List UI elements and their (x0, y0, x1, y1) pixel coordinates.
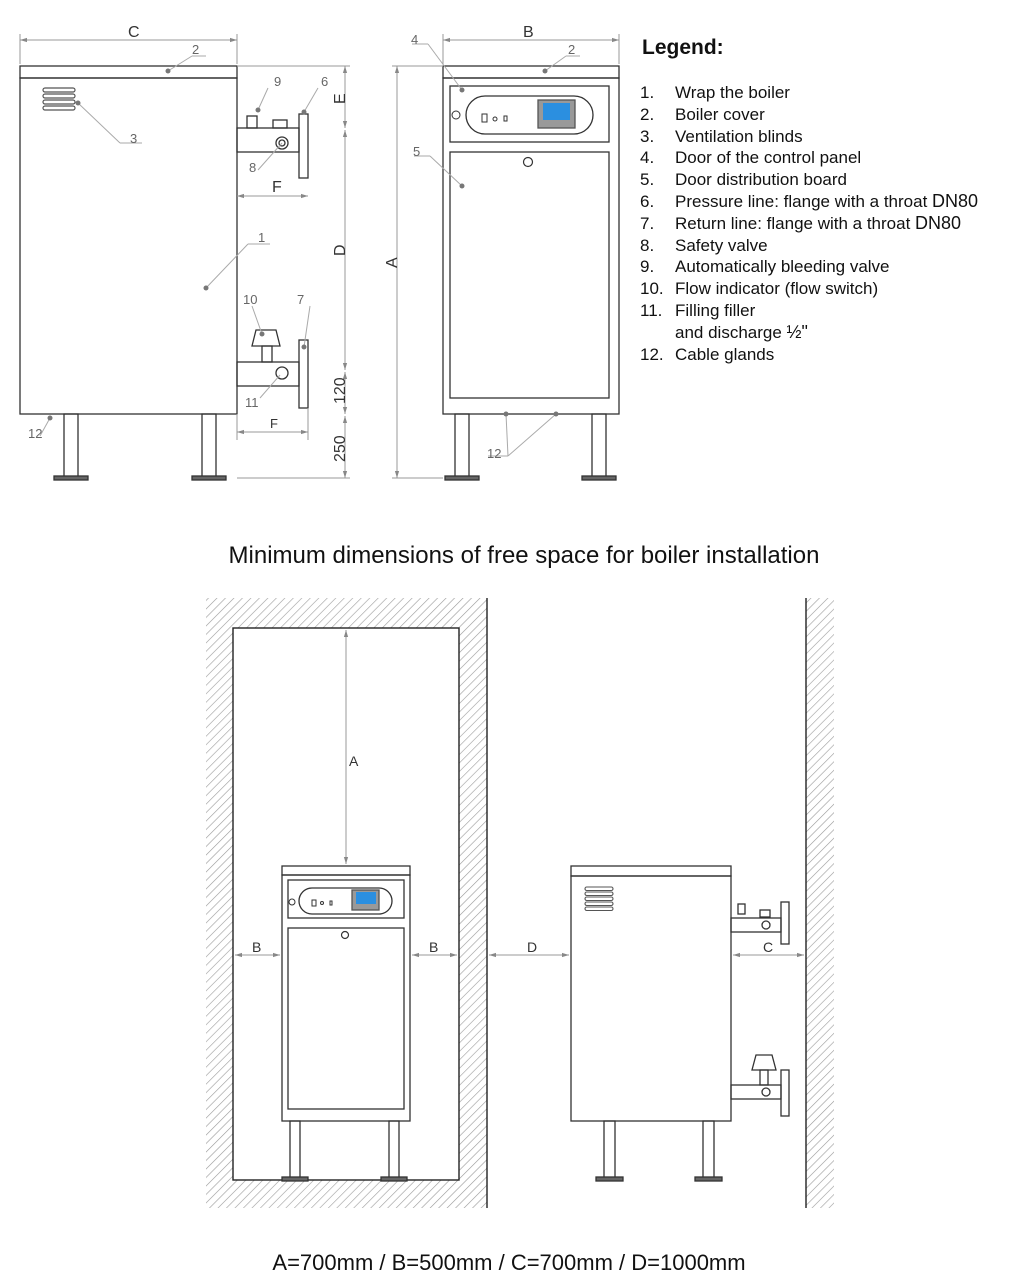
legend-item-size: DN80 (932, 190, 979, 211)
legend-item-text: Return line: flange with a throat (675, 213, 916, 233)
installation-title: Minimum dimensions of free space for boiler installation (228, 542, 820, 569)
callout-2: 2 (192, 42, 200, 57)
legend-item (640, 213, 1025, 235)
legend-item-number: 5. (640, 170, 655, 190)
boiler-front-installed (282, 866, 410, 1181)
callout-12: 12 (487, 446, 502, 461)
legend-item-number: 4. (640, 148, 655, 168)
legend-item (640, 278, 1025, 300)
install-dim-c: C (763, 939, 774, 955)
legend-item-size: DN80 (915, 212, 962, 233)
display-screen (543, 103, 570, 120)
callout-9: 9 (274, 74, 282, 89)
callout-10: 10 (243, 292, 258, 307)
boiler-cover-front (443, 66, 619, 78)
legend-item-text: Flow indicator (flow switch) (675, 279, 879, 299)
dim-a-label: A (384, 257, 401, 268)
dim-250-label: 250 (332, 435, 349, 462)
pressure-line-flange (237, 114, 308, 178)
dim-f-bottom-label: F (270, 416, 278, 431)
legend-item-text: Ventilation blinds (675, 126, 803, 146)
foot (192, 476, 226, 480)
side-view (20, 34, 350, 480)
legend-item-number (640, 322, 675, 344)
legend-item (640, 126, 1025, 148)
legend-item (640, 256, 1025, 278)
boiler-cover-side (20, 66, 237, 78)
boiler-side-installed (571, 866, 789, 1181)
legend-item-number: 9. (640, 257, 655, 277)
dim-b-label: B (523, 24, 534, 41)
dim-f-top-label: F (272, 179, 282, 196)
dim-120-label: 120 (332, 377, 349, 404)
dim-c-label: C (128, 24, 140, 41)
legend-list (640, 82, 1025, 365)
legend-item (640, 300, 1025, 322)
callout-2: 2 (568, 42, 576, 57)
legend-item-number: 3. (640, 126, 655, 146)
leg (202, 414, 216, 478)
install-dim-b-left: B (252, 939, 262, 955)
callout-7: 7 (297, 292, 305, 307)
front-view (392, 34, 619, 480)
legend-title: Legend: (642, 36, 724, 59)
legend-item-text: and discharge (675, 322, 787, 342)
legend-item-text: Filling filler (675, 300, 756, 320)
legend-item-text: Pressure line: flange with a throat (675, 191, 933, 211)
legend-item-text: Wrap the boiler (675, 83, 790, 102)
boiler-body-front (443, 78, 619, 414)
callout-12: 12 (28, 426, 43, 441)
legend-item-number: 8. (640, 235, 655, 255)
callout-3: 3 (130, 131, 138, 146)
install-dim-d: D (527, 939, 538, 955)
install-dim-a: A (349, 753, 359, 769)
install-dim-b-right: B (429, 939, 439, 955)
installation-labels (252, 753, 773, 955)
legend-item-text: Door of the control panel (675, 148, 862, 168)
dimensions-footer: A=700mm / B=500mm / C=700mm / D=1000mm (272, 1250, 746, 1275)
dim-e-label: E (332, 93, 349, 104)
boiler-body-side (20, 78, 237, 414)
callout-6: 6 (321, 74, 329, 89)
front-view-labels (384, 24, 575, 461)
legend-item (640, 191, 1025, 213)
legend-item-number: 7. (640, 213, 655, 233)
legend-item (640, 235, 1025, 257)
callout-4: 4 (411, 32, 419, 47)
legend-item-text: Door distribution board (675, 170, 847, 190)
callout-1: 1 (258, 230, 266, 245)
legend-item-text: Safety valve (675, 235, 768, 255)
ventilation-blinds (43, 88, 75, 110)
legend-item-size: ½" (786, 321, 808, 342)
legend-item (640, 344, 1025, 366)
legend-item-text: Automatically bleeding valve (675, 257, 890, 277)
legend-item-number: 12. (640, 344, 664, 364)
dim-d-label: D (332, 244, 349, 256)
callout-8: 8 (249, 160, 257, 175)
legend-item-number: 1. (640, 83, 655, 102)
legend-item-number: 2. (640, 104, 655, 124)
side-view-labels (28, 24, 349, 462)
callout-5: 5 (413, 144, 421, 159)
legend (640, 36, 1025, 365)
callout-11: 11 (245, 395, 259, 410)
installation-diagram (206, 598, 834, 1208)
legend-item (640, 82, 1025, 104)
legend-item (640, 322, 1025, 344)
distribution-board-door (450, 152, 609, 398)
legend-item (640, 169, 1025, 191)
leg (64, 414, 78, 478)
legend-item (640, 147, 1025, 169)
legend-item-number: 6. (640, 191, 655, 211)
legend-item-number: 10. (640, 279, 664, 299)
foot (54, 476, 88, 480)
legend-item-text: Boiler cover (675, 104, 765, 124)
legend-item-number: 11. (640, 300, 663, 320)
right-wall (806, 598, 834, 1208)
legend-item-text: Cable glands (675, 344, 775, 364)
legend-item (640, 104, 1025, 126)
